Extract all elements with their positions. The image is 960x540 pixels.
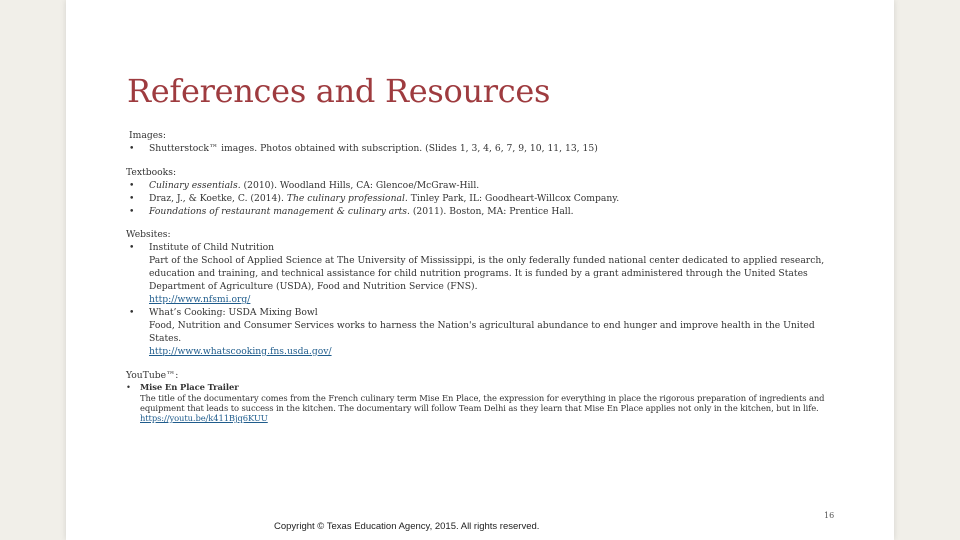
resource-description: Food, Nutrition and Consumer Services works to harness the Nation's agricultural abundance to end hunger and improve health in the United States. — [149, 319, 815, 344]
images-section — [126, 130, 826, 156]
bullet-icon: • — [129, 242, 135, 254]
bullet-icon: • — [129, 192, 135, 204]
textbooks-section — [126, 167, 826, 219]
page-number: 16 — [824, 511, 835, 520]
list-item: • Shutterstock™ images. Photos obtained with subscription. (Slides 1, 3, 4, 6, 7, 9, 10, 11, 13, 15) — [129, 142, 598, 154]
resource-description: The title of the documentary comes from the French culinary term Mise En Place, the expression for everything in place the rigorous preparation of ingredients and equipment that leads to success in the kitchen. The documentary will follow Team Delhi as they learn that Mise En Place applies not only in the kitchen, but in life. — [140, 392, 825, 413]
page-title: References and Resources — [127, 72, 551, 110]
bullet-icon: • — [129, 306, 135, 318]
websites-heading: Websites: — [126, 229, 171, 241]
references-content — [126, 130, 826, 434]
websites-section — [126, 229, 826, 358]
youtube-section — [126, 370, 826, 424]
resource-link[interactable]: http://www.whatscooking.fns.usda.gov/ — [149, 345, 332, 357]
bullet-icon: • — [129, 205, 135, 217]
list-item — [126, 382, 826, 423]
resource-link[interactable]: http://www.nfsmi.org/ — [149, 293, 251, 305]
textbooks-heading: Textbooks: — [126, 166, 177, 178]
list-item: • Culinary essentials. (2010). Woodland Hills, CA: Glencoe/McGraw-Hill. — [129, 179, 480, 191]
images-heading: Images: — [129, 130, 166, 141]
bullet-icon: • — [129, 179, 135, 191]
list-item — [126, 242, 826, 307]
bullet-icon: • — [126, 382, 131, 393]
slide — [66, 0, 894, 540]
youtube-heading: YouTube™: — [126, 369, 179, 381]
resource-name: What’s Cooking: USDA Mixing Bowl — [149, 306, 318, 318]
resource-description: Part of the School of Applied Science at The University of Mississippi, is the only federally funded national center dedicated to applied research, education and training, and technical assistance for child nutrition programs. It is funded by a grant administered through the United States Department of Agriculture (USDA), Food and Nutrition Service (FNS). — [149, 255, 825, 293]
resource-name: Mise En Place Trailer — [140, 382, 239, 393]
copyright-footer: Copyright © Texas Education Agency, 2015. All rights reserved. — [274, 521, 540, 532]
list-item: • Foundations of restaurant management & culinary arts. (2011). Boston, MA: Prentice Hall. — [129, 205, 574, 217]
list-item: • Draz, J., & Koetke, C. (2014). The culinary professional. Tinley Park, IL: Goodheart-Willcox Company. — [129, 192, 620, 204]
list-item — [126, 307, 826, 359]
bullet-icon: • — [129, 142, 135, 154]
resource-name: Institute of Child Nutrition — [149, 242, 275, 254]
resource-link[interactable]: https://youtu.be/k411Bjq6KUU — [140, 413, 268, 424]
